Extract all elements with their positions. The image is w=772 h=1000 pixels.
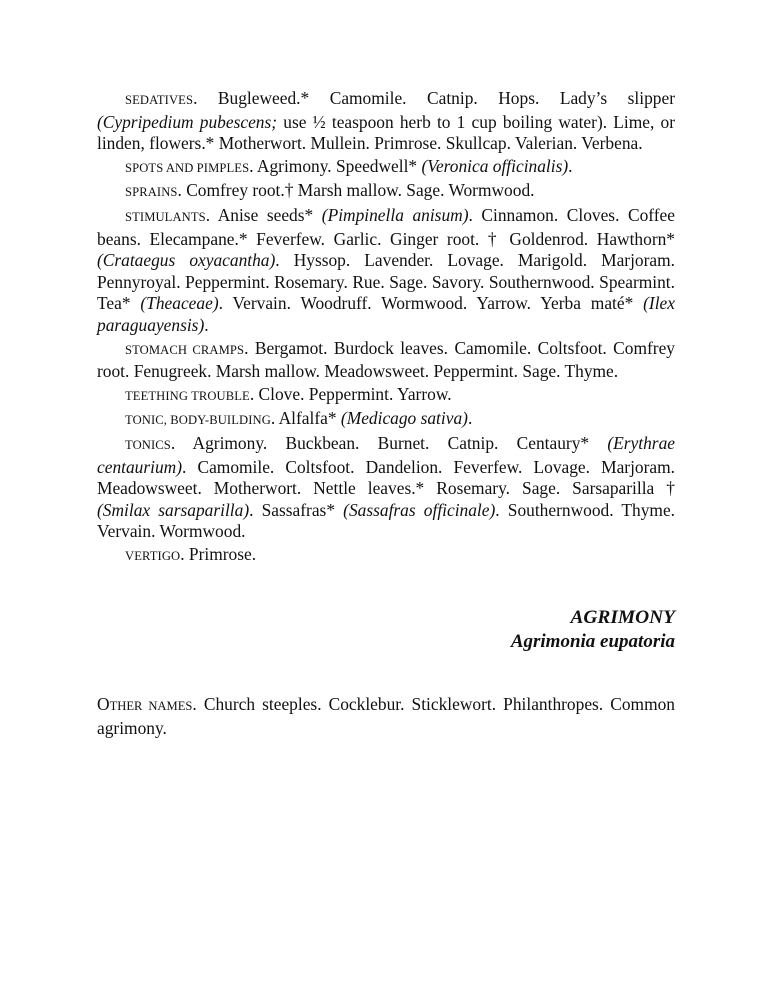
remedy-text: use ½ teaspoon herb to 1 cup boiling water). Lime, or linden, flowers.* Motherwort. Mullein. Primrose. Skullcap. Valerian. Verbena.: [97, 111, 675, 154]
other-names-text: . Church steeples. Cocklebur. Sticklewort. Philanthropes. Common agrimony.: [97, 694, 675, 739]
remedy-entry: [97, 205, 675, 337]
latin-name: (Smilax sarsaparilla): [97, 499, 250, 520]
remedy-text: . Alfalfa*: [270, 408, 341, 429]
remedy-term: TEETHING TROUBLE: [125, 388, 250, 403]
remedy-text: . Comfrey root.† Marsh mallow. Sage. Wormwood.: [177, 180, 535, 201]
remedy-index: [97, 88, 675, 567]
remedy-text: . Agrimony. Buckbean. Burnet. Catnip. Centaury*: [170, 432, 608, 453]
other-names-paragraph: [97, 694, 675, 739]
latin-name: (Erythrae centaurium): [97, 432, 675, 477]
herb-heading: [97, 606, 675, 654]
herb-title: AGRIMONY: [570, 607, 675, 629]
latin-name: (Ilex paraguayensis): [97, 293, 675, 335]
remedy-text: . Anise seeds*: [205, 204, 322, 225]
latin-name: (Medicago sativa): [340, 408, 468, 429]
remedy-text: . Vervain. Woodruff. Wormwood. Yarrow. Yerba maté*: [218, 293, 644, 314]
remedy-entry: [97, 338, 675, 383]
remedy-entry: [97, 544, 675, 568]
remedy-term: SPOTS AND PIMPLES: [125, 160, 250, 175]
remedy-text: . Hyssop. Lavender. Lovage. Marigold. Marjoram. Pennyroyal. Peppermint. Rosemary. Rue. Sage. Savory. Southernwood. Spearmint. Tea*: [97, 250, 675, 314]
remedy-entry: [97, 156, 675, 180]
remedy-entry: [97, 180, 675, 204]
remedy-term: VERTIGO: [125, 548, 181, 563]
herb-latin-name: Agrimonia eupatoria: [510, 631, 675, 653]
remedy-term: TONICS: [125, 437, 171, 452]
remedy-term: STOMACH CRAMPS: [125, 342, 245, 357]
remedy-text: . Bugleweed.* Camomile. Catnip. Hops. Lady’s slipper: [193, 88, 675, 108]
remedy-entry: [97, 384, 675, 408]
remedy-text: . Clove. Peppermint. Yarrow.: [249, 383, 452, 404]
remedy-entry: [97, 408, 675, 432]
remedy-text: . Cinnamon. Cloves. Coffee beans. Elecampane.* Feverfew. Garlic. Ginger root. † Goldenrod. Hawthorn*: [97, 204, 675, 249]
remedy-text: . Southernwood. Thyme. Vervain. Wormwood.: [97, 499, 676, 542]
remedy-term: TONIC, BODY-BUILDING: [125, 413, 271, 428]
latin-name: (Pimpinella anisum): [321, 204, 469, 225]
remedy-text: . Primrose.: [180, 543, 257, 564]
remedy-text: . Agrimony. Speedwell*: [249, 155, 422, 176]
remedy-term: STIMULANTS: [125, 209, 206, 224]
remedy-text: . Bergamot. Burdock leaves. Camomile. Coltsfoot. Comfrey root. Fenugreek. Marsh mallow. Meadowsweet. Peppermint. Sage. Thyme.: [97, 337, 675, 382]
remedy-text: .: [467, 408, 473, 429]
page-body: [97, 88, 675, 741]
remedy-term: SEDATIVES: [125, 93, 194, 107]
remedy-text: . Camomile. Coltsfoot. Dandelion. Feverfew. Lovage. Marjoram. Meadowsweet. Motherwort. Nettle leaves.* Rosemary. Sage. Sarsaparilla †: [97, 456, 675, 499]
latin-name: (Sassafras officinale): [343, 499, 496, 520]
latin-name: (Cypripedium pubescens;: [97, 111, 278, 132]
remedy-entry: [97, 433, 675, 543]
remedy-text: .: [204, 314, 209, 335]
remedy-text: .: [568, 155, 573, 176]
latin-name: (Crataegus oxyacantha): [97, 250, 276, 271]
remedy-entry: [97, 88, 675, 155]
other-names-label: OTHER NAMES: [97, 694, 193, 715]
latin-name: (Theaceae): [140, 293, 219, 314]
remedy-term: SPRAINS: [125, 185, 178, 200]
remedy-text: . Sassafras*: [249, 499, 344, 520]
latin-name: (Veronica officinalis): [421, 155, 569, 176]
